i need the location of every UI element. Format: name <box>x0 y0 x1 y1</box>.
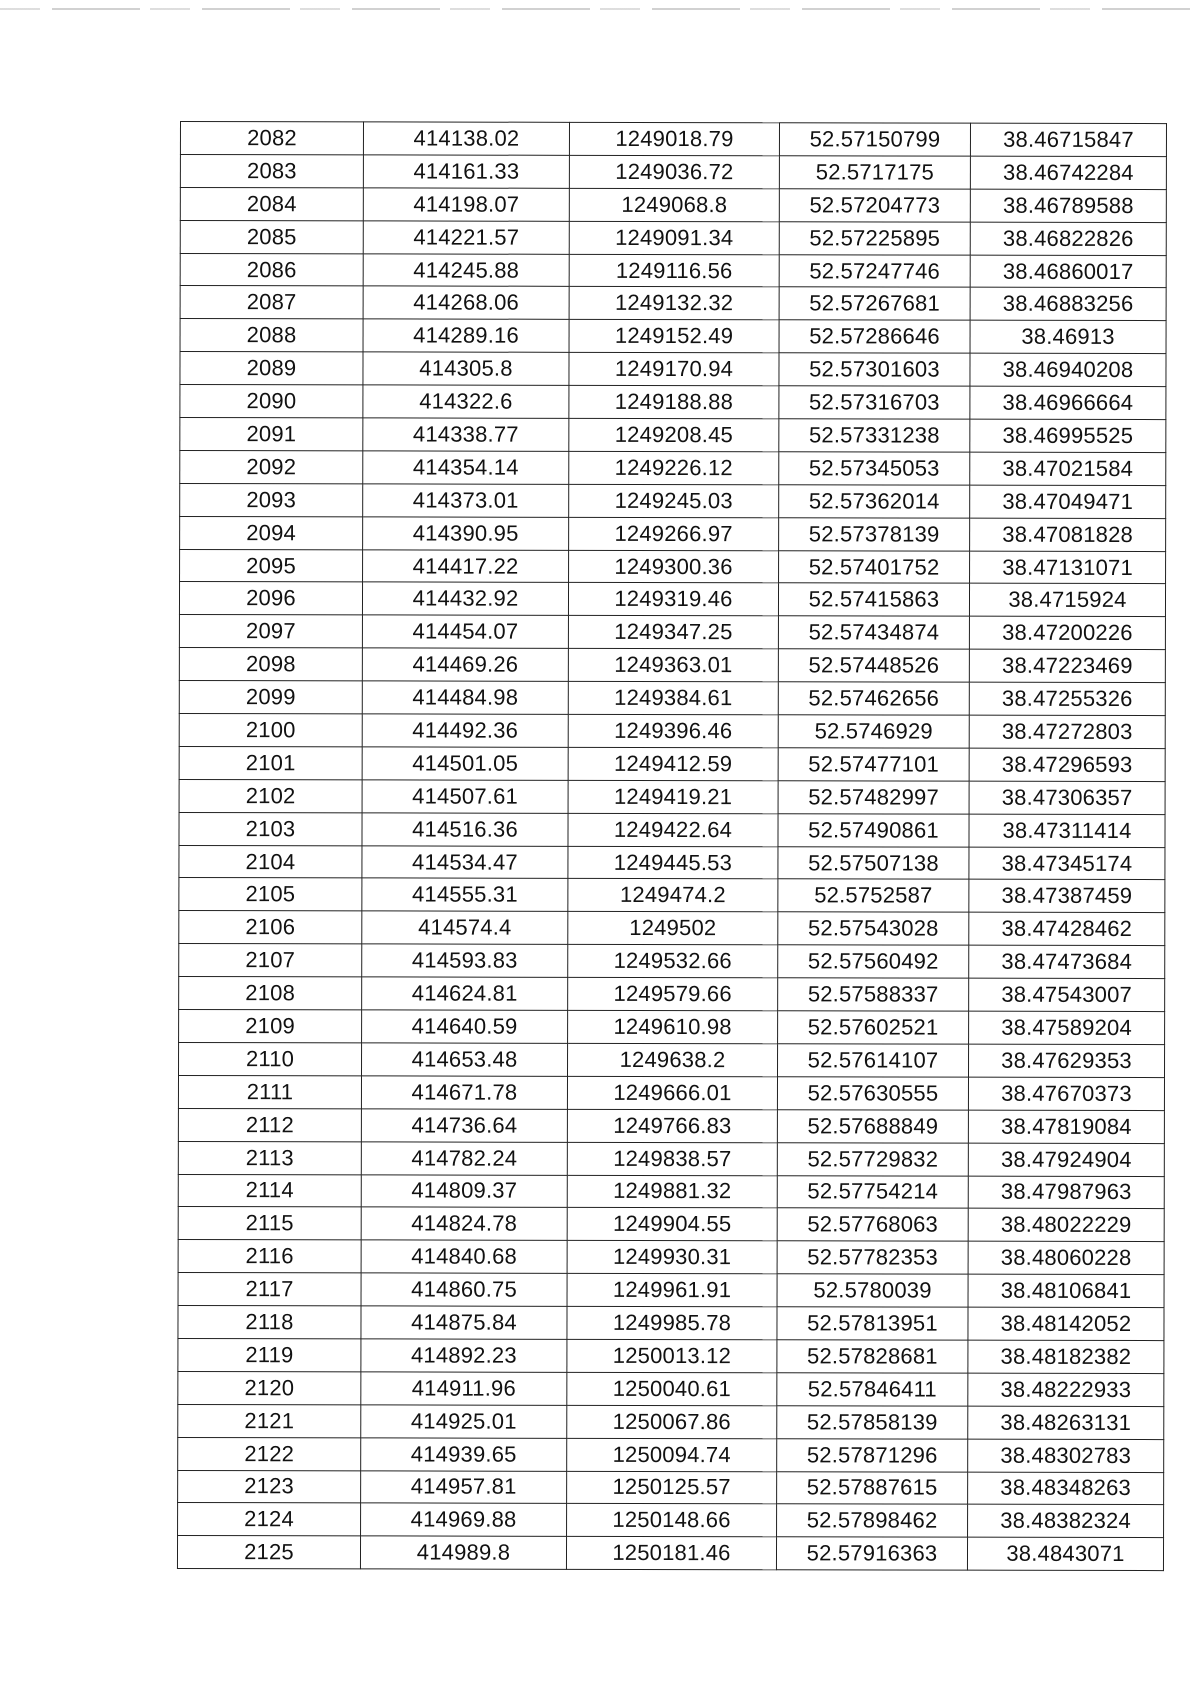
longitude-cell: 38.47819084 <box>968 1110 1164 1143</box>
table-row <box>178 1141 1164 1176</box>
longitude-cell: 38.46883256 <box>970 288 1166 321</box>
point-id-cell: 2083 <box>180 154 363 187</box>
point-id-cell: 2097 <box>179 615 362 648</box>
x-coordinate-cell: 414824.78 <box>361 1207 567 1240</box>
point-id-cell: 2088 <box>180 319 363 352</box>
longitude-cell: 38.4715924 <box>969 584 1165 617</box>
latitude-cell: 52.57729832 <box>777 1142 968 1175</box>
x-coordinate-cell: 414322.6 <box>363 385 569 418</box>
latitude-cell: 52.57316703 <box>779 386 970 419</box>
table-row <box>180 549 1166 584</box>
table-row <box>178 1470 1164 1505</box>
longitude-cell: 38.47589204 <box>969 1011 1165 1044</box>
latitude-cell: 52.57916363 <box>776 1537 967 1570</box>
longitude-cell: 38.47924904 <box>968 1143 1164 1176</box>
table-row <box>179 878 1165 913</box>
x-coordinate-cell: 414245.88 <box>363 253 569 286</box>
y-coordinate-cell: 1250148.66 <box>567 1504 777 1537</box>
y-coordinate-cell: 1249474.2 <box>568 879 778 912</box>
table-row <box>178 1404 1164 1439</box>
latitude-cell: 52.5746929 <box>778 715 969 748</box>
y-coordinate-cell: 1249068.8 <box>569 188 779 221</box>
latitude-cell: 52.57630555 <box>777 1077 968 1110</box>
y-coordinate-cell: 1249226.12 <box>569 451 779 484</box>
table-row <box>179 714 1165 749</box>
table-row <box>179 648 1165 683</box>
longitude-cell: 38.48106841 <box>968 1274 1164 1307</box>
table-row <box>178 1371 1164 1406</box>
table-row <box>179 812 1165 847</box>
table-row <box>178 1503 1164 1538</box>
y-coordinate-cell: 1249419.21 <box>568 780 778 813</box>
point-id-cell: 2108 <box>179 977 362 1010</box>
y-coordinate-cell: 1249412.59 <box>568 747 778 780</box>
point-id-cell: 2093 <box>180 483 363 516</box>
latitude-cell: 52.57267681 <box>779 287 970 320</box>
latitude-cell: 52.57887615 <box>777 1471 968 1504</box>
point-id-cell: 2111 <box>178 1075 361 1108</box>
y-coordinate-cell: 1249445.53 <box>568 846 778 879</box>
x-coordinate-cell: 414892.23 <box>361 1339 567 1372</box>
longitude-cell: 38.47296593 <box>969 748 1165 781</box>
table-row <box>179 746 1165 781</box>
latitude-cell: 52.57462656 <box>778 682 969 715</box>
x-coordinate-cell: 414925.01 <box>361 1405 567 1438</box>
coordinate-table <box>177 121 1167 1571</box>
longitude-cell: 38.48348263 <box>968 1472 1164 1505</box>
point-id-cell: 2117 <box>178 1273 361 1306</box>
x-coordinate-cell: 414860.75 <box>361 1273 567 1306</box>
latitude-cell: 52.57301603 <box>779 353 970 386</box>
longitude-cell: 38.46789588 <box>970 189 1166 222</box>
x-coordinate-cell: 414534.47 <box>362 845 568 878</box>
point-id-cell: 2125 <box>177 1536 360 1569</box>
latitude-cell: 52.57858139 <box>777 1405 968 1438</box>
longitude-cell: 38.47345174 <box>969 847 1165 880</box>
latitude-cell: 52.57588337 <box>778 978 969 1011</box>
latitude-cell: 52.57401752 <box>779 550 970 583</box>
x-coordinate-cell: 414338.77 <box>363 418 569 451</box>
longitude-cell: 38.47223469 <box>969 649 1165 682</box>
y-coordinate-cell: 1249961.91 <box>567 1273 777 1306</box>
latitude-cell: 52.57434874 <box>778 616 969 649</box>
table-row <box>180 516 1166 551</box>
x-coordinate-cell: 414469.26 <box>362 648 568 681</box>
coordinate-table-body <box>177 122 1166 1571</box>
latitude-cell: 52.57247746 <box>779 254 970 287</box>
x-coordinate-cell: 414782.24 <box>361 1141 567 1174</box>
longitude-cell: 38.47255326 <box>969 682 1165 715</box>
point-id-cell: 2109 <box>179 1010 362 1043</box>
point-id-cell: 2122 <box>178 1437 361 1470</box>
x-coordinate-cell: 414507.61 <box>362 780 568 813</box>
y-coordinate-cell: 1249091.34 <box>569 221 779 254</box>
x-coordinate-cell: 414268.06 <box>363 286 569 319</box>
latitude-cell: 52.57871296 <box>777 1438 968 1471</box>
table-row <box>180 253 1166 288</box>
point-id-cell: 2105 <box>179 878 362 911</box>
y-coordinate-cell: 1249384.61 <box>568 681 778 714</box>
x-coordinate-cell: 414911.96 <box>361 1372 567 1405</box>
y-coordinate-cell: 1249208.45 <box>569 418 779 451</box>
x-coordinate-cell: 414390.95 <box>363 517 569 550</box>
point-id-cell: 2087 <box>180 286 363 319</box>
y-coordinate-cell: 1249116.56 <box>569 254 779 287</box>
point-id-cell: 2119 <box>178 1338 361 1371</box>
latitude-cell: 52.5780039 <box>777 1274 968 1307</box>
y-coordinate-cell: 1249036.72 <box>569 155 779 188</box>
y-coordinate-cell: 1249319.46 <box>568 583 778 616</box>
point-id-cell: 2124 <box>178 1503 361 1536</box>
table-row <box>180 418 1166 453</box>
latitude-cell: 52.57204773 <box>779 189 970 222</box>
longitude-cell: 38.48142052 <box>968 1307 1164 1340</box>
point-id-cell: 2086 <box>180 253 363 286</box>
y-coordinate-cell: 1249904.55 <box>567 1208 777 1241</box>
x-coordinate-cell: 414640.59 <box>362 1010 568 1043</box>
table-row <box>180 122 1166 157</box>
y-coordinate-cell: 1249300.36 <box>569 550 779 583</box>
point-id-cell: 2096 <box>179 582 362 615</box>
point-id-cell: 2100 <box>179 714 362 747</box>
y-coordinate-cell: 1249363.01 <box>568 649 778 682</box>
latitude-cell: 52.57225895 <box>779 221 970 254</box>
x-coordinate-cell: 414969.88 <box>361 1503 567 1536</box>
table-row <box>178 1108 1164 1143</box>
point-id-cell: 2123 <box>178 1470 361 1503</box>
latitude-cell: 52.57415863 <box>778 583 969 616</box>
x-coordinate-cell: 414875.84 <box>361 1306 567 1339</box>
longitude-cell: 38.47987963 <box>968 1176 1164 1209</box>
table-row <box>178 1437 1164 1472</box>
x-coordinate-cell: 414501.05 <box>362 747 568 780</box>
x-coordinate-cell: 414373.01 <box>363 484 569 517</box>
point-id-cell: 2085 <box>180 220 363 253</box>
point-id-cell: 2107 <box>179 944 362 977</box>
x-coordinate-cell: 414492.36 <box>362 714 568 747</box>
table-row <box>179 582 1165 617</box>
longitude-cell: 38.46742284 <box>970 156 1166 189</box>
table-row <box>178 1306 1164 1341</box>
x-coordinate-cell: 414221.57 <box>363 221 569 254</box>
latitude-cell: 52.57482997 <box>778 781 969 814</box>
longitude-cell: 38.47473684 <box>969 945 1165 978</box>
point-id-cell: 2116 <box>178 1240 361 1273</box>
y-coordinate-cell: 1249018.79 <box>569 122 779 155</box>
table-row <box>180 352 1166 387</box>
longitude-cell: 38.48302783 <box>968 1439 1164 1472</box>
table-row <box>180 319 1166 354</box>
latitude-cell: 52.5752587 <box>778 879 969 912</box>
y-coordinate-cell: 1249188.88 <box>569 385 779 418</box>
longitude-cell: 38.47021584 <box>970 452 1166 485</box>
latitude-cell: 52.57345053 <box>779 452 970 485</box>
point-id-cell: 2090 <box>180 385 363 418</box>
y-coordinate-cell: 1250125.57 <box>567 1471 777 1504</box>
x-coordinate-cell: 414161.33 <box>363 155 569 188</box>
point-id-cell: 2092 <box>180 450 363 483</box>
point-id-cell: 2106 <box>179 911 362 944</box>
longitude-cell: 38.46860017 <box>970 255 1166 288</box>
y-coordinate-cell: 1249245.03 <box>569 484 779 517</box>
table-row <box>179 845 1165 880</box>
table-row <box>180 385 1166 420</box>
longitude-cell: 38.47272803 <box>969 715 1165 748</box>
x-coordinate-cell: 414653.48 <box>362 1043 568 1076</box>
y-coordinate-cell: 1250040.61 <box>567 1372 777 1405</box>
latitude-cell: 52.57898462 <box>777 1504 968 1537</box>
latitude-cell: 52.57378139 <box>779 517 970 550</box>
x-coordinate-cell: 414198.07 <box>363 188 569 221</box>
latitude-cell: 52.57448526 <box>778 649 969 682</box>
latitude-cell: 52.57150799 <box>779 123 970 156</box>
y-coordinate-cell: 1249930.31 <box>567 1241 777 1274</box>
scan-top-edge <box>0 8 1200 10</box>
longitude-cell: 38.47543007 <box>969 978 1165 1011</box>
longitude-cell: 38.4843071 <box>967 1537 1163 1570</box>
y-coordinate-cell: 1249152.49 <box>569 320 779 353</box>
x-coordinate-cell: 414555.31 <box>362 878 568 911</box>
point-id-cell: 2102 <box>179 779 362 812</box>
point-id-cell: 2091 <box>180 418 363 451</box>
longitude-cell: 38.47081828 <box>970 518 1166 551</box>
y-coordinate-cell: 1249532.66 <box>568 945 778 978</box>
latitude-cell: 52.57813951 <box>777 1307 968 1340</box>
x-coordinate-cell: 414840.68 <box>361 1240 567 1273</box>
y-coordinate-cell: 1249766.83 <box>567 1109 777 1142</box>
latitude-cell: 52.5717175 <box>779 156 970 189</box>
y-coordinate-cell: 1249838.57 <box>567 1142 777 1175</box>
table-row <box>179 1010 1165 1045</box>
x-coordinate-cell: 414516.36 <box>362 813 568 846</box>
latitude-cell: 52.57846411 <box>777 1373 968 1406</box>
longitude-cell: 38.48182382 <box>968 1340 1164 1373</box>
x-coordinate-cell: 414957.81 <box>361 1470 567 1503</box>
longitude-cell: 38.46995525 <box>970 419 1166 452</box>
longitude-cell: 38.47131071 <box>970 551 1166 584</box>
latitude-cell: 52.57362014 <box>779 485 970 518</box>
table-row <box>178 1273 1164 1308</box>
point-id-cell: 2118 <box>178 1306 361 1339</box>
longitude-cell: 38.46940208 <box>970 353 1166 386</box>
y-coordinate-cell: 1249881.32 <box>567 1175 777 1208</box>
latitude-cell: 52.57614107 <box>777 1044 968 1077</box>
y-coordinate-cell: 1249985.78 <box>567 1306 777 1339</box>
longitude-cell: 38.46913 <box>970 320 1166 353</box>
longitude-cell: 38.48060228 <box>968 1241 1164 1274</box>
x-coordinate-cell: 414484.98 <box>362 681 568 714</box>
y-coordinate-cell: 1250013.12 <box>567 1339 777 1372</box>
y-coordinate-cell: 1249396.46 <box>568 714 778 747</box>
x-coordinate-cell: 414809.37 <box>361 1174 567 1207</box>
latitude-cell: 52.57507138 <box>778 846 969 879</box>
table-row <box>180 483 1166 518</box>
point-id-cell: 2094 <box>180 516 363 549</box>
table-row <box>177 1536 1163 1571</box>
longitude-cell: 38.46715847 <box>970 123 1166 156</box>
x-coordinate-cell: 414736.64 <box>361 1109 567 1142</box>
x-coordinate-cell: 414939.65 <box>361 1438 567 1471</box>
longitude-cell: 38.47428462 <box>969 913 1165 946</box>
table-row <box>180 450 1166 485</box>
table-row <box>179 911 1165 946</box>
table-row <box>179 1042 1165 1077</box>
latitude-cell: 52.57602521 <box>778 1011 969 1044</box>
table-row <box>180 154 1166 189</box>
x-coordinate-cell: 414624.81 <box>362 977 568 1010</box>
longitude-cell: 38.48022229 <box>968 1209 1164 1242</box>
point-id-cell: 2121 <box>178 1404 361 1437</box>
point-id-cell: 2120 <box>178 1371 361 1404</box>
longitude-cell: 38.48382324 <box>968 1505 1164 1538</box>
point-id-cell: 2084 <box>180 187 363 220</box>
table-row <box>179 977 1165 1012</box>
longitude-cell: 38.47629353 <box>968 1044 1164 1077</box>
point-id-cell: 2099 <box>179 681 362 714</box>
point-id-cell: 2112 <box>178 1108 361 1141</box>
point-id-cell: 2104 <box>179 845 362 878</box>
latitude-cell: 52.57477101 <box>778 748 969 781</box>
point-id-cell: 2098 <box>179 648 362 681</box>
longitude-cell: 38.48222933 <box>968 1373 1164 1406</box>
table-row <box>180 286 1166 321</box>
table-row <box>179 681 1165 716</box>
x-coordinate-cell: 414289.16 <box>363 319 569 352</box>
latitude-cell: 52.57828681 <box>777 1340 968 1373</box>
x-coordinate-cell: 414138.02 <box>363 122 569 155</box>
longitude-cell: 38.47200226 <box>969 617 1165 650</box>
table-row <box>179 615 1165 650</box>
x-coordinate-cell: 414593.83 <box>362 944 568 977</box>
point-id-cell: 2113 <box>178 1141 361 1174</box>
table-row <box>178 1338 1164 1373</box>
y-coordinate-cell: 1249502 <box>568 912 778 945</box>
point-id-cell: 2115 <box>178 1207 361 1240</box>
x-coordinate-cell: 414432.92 <box>362 582 568 615</box>
longitude-cell: 38.47311414 <box>969 814 1165 847</box>
y-coordinate-cell: 1249266.97 <box>569 517 779 550</box>
point-id-cell: 2089 <box>180 352 363 385</box>
point-id-cell: 2103 <box>179 812 362 845</box>
longitude-cell: 38.46966664 <box>970 386 1166 419</box>
longitude-cell: 38.48263131 <box>968 1406 1164 1439</box>
longitude-cell: 38.47670373 <box>968 1077 1164 1110</box>
point-id-cell: 2114 <box>178 1174 361 1207</box>
y-coordinate-cell: 1249638.2 <box>568 1043 778 1076</box>
latitude-cell: 52.57768063 <box>777 1208 968 1241</box>
latitude-cell: 52.57543028 <box>778 912 969 945</box>
latitude-cell: 52.57331238 <box>779 419 970 452</box>
x-coordinate-cell: 414989.8 <box>360 1536 566 1569</box>
longitude-cell: 38.47306357 <box>969 781 1165 814</box>
table-row <box>179 779 1165 814</box>
y-coordinate-cell: 1249610.98 <box>568 1010 778 1043</box>
y-coordinate-cell: 1249132.32 <box>569 287 779 320</box>
latitude-cell: 52.57782353 <box>777 1241 968 1274</box>
y-coordinate-cell: 1249347.25 <box>568 616 778 649</box>
point-id-cell: 2095 <box>180 549 363 582</box>
y-coordinate-cell: 1250181.46 <box>566 1537 776 1570</box>
latitude-cell: 52.57286646 <box>779 320 970 353</box>
latitude-cell: 52.57688849 <box>777 1109 968 1142</box>
x-coordinate-cell: 414454.07 <box>362 615 568 648</box>
x-coordinate-cell: 414305.8 <box>363 352 569 385</box>
point-id-cell: 2101 <box>179 746 362 779</box>
x-coordinate-cell: 414671.78 <box>361 1076 567 1109</box>
point-id-cell: 2110 <box>179 1042 362 1075</box>
x-coordinate-cell: 414354.14 <box>363 451 569 484</box>
table-row <box>178 1207 1164 1242</box>
table-row <box>178 1075 1164 1110</box>
y-coordinate-cell: 1249170.94 <box>569 353 779 386</box>
y-coordinate-cell: 1250067.86 <box>567 1405 777 1438</box>
table-row <box>179 944 1165 979</box>
y-coordinate-cell: 1249579.66 <box>568 977 778 1010</box>
point-id-cell: 2082 <box>180 122 363 155</box>
x-coordinate-cell: 414417.22 <box>363 549 569 582</box>
longitude-cell: 38.47387459 <box>969 880 1165 913</box>
table-row <box>178 1174 1164 1209</box>
longitude-cell: 38.47049471 <box>970 485 1166 518</box>
latitude-cell: 52.57754214 <box>777 1175 968 1208</box>
latitude-cell: 52.57490861 <box>778 813 969 846</box>
latitude-cell: 52.57560492 <box>778 945 969 978</box>
table-row <box>178 1240 1164 1275</box>
table-row <box>180 187 1166 222</box>
table-row <box>180 220 1166 255</box>
x-coordinate-cell: 414574.4 <box>362 911 568 944</box>
y-coordinate-cell: 1249666.01 <box>567 1076 777 1109</box>
y-coordinate-cell: 1249422.64 <box>568 813 778 846</box>
y-coordinate-cell: 1250094.74 <box>567 1438 777 1471</box>
longitude-cell: 38.46822826 <box>970 222 1166 255</box>
